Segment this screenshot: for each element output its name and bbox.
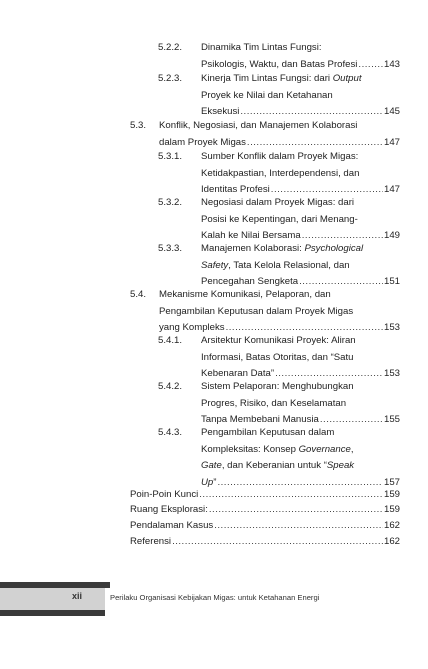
entry-title-line: yang Kompleks ..... 153	[159, 320, 400, 337]
entry-title-line: Poin-Poin Kunci ..... 159	[130, 487, 400, 504]
entry-number: 5.4.1.	[158, 335, 183, 346]
page-number: 159	[383, 504, 400, 515]
toc-entry	[158, 71, 400, 121]
toc-entry	[158, 333, 400, 383]
page-number: 162	[383, 520, 400, 531]
entry-number: 5.3.3.	[158, 243, 183, 254]
entry-title-line: Pengambilan Keputusan dalam	[201, 427, 335, 438]
page-number: 153	[383, 322, 400, 333]
entry-title-line: Pendalaman Kasus ..... 162	[130, 518, 400, 535]
entry-title-line: Manajemen Kolaborasi: Psychological	[201, 243, 364, 254]
entry-title-line: Eksekusi ..... 145	[201, 104, 400, 121]
entry-title-line: Informasi, Batas Otoritas, dan “Satu	[201, 351, 354, 363]
page-number: 143	[383, 58, 400, 70]
entry-title-line: Mekanisme Komunikasi, Pelaporan, dan	[159, 289, 331, 300]
entry-number: 5.4.3.	[158, 427, 183, 438]
entry-title-line: Safety, Tata Kelola Relasional, dan	[201, 259, 350, 271]
entry-title-line: Kompleksitas: Konsep Governance,	[201, 443, 354, 455]
toc-entry	[130, 534, 400, 551]
entry-title-line: Pengambilan Keputusan dalam Proyek Migas	[159, 305, 354, 317]
entry-title-line: Progres, Risiko, dan Keselamatan	[201, 397, 347, 409]
toc-entry	[130, 287, 400, 337]
entry-title-line: Identitas Profesi ..... 147	[201, 182, 400, 199]
toc-entry	[158, 425, 400, 491]
toc-entry	[158, 379, 400, 429]
page-number: 147	[383, 184, 400, 195]
entry-number: 5.2.3.	[158, 73, 183, 84]
entry-title-line: Ruang Eksplorasi: ..... 159	[130, 502, 400, 519]
page-number: 153	[383, 368, 400, 379]
entry-title-line: Referensi ..... 162	[130, 534, 400, 551]
toc-entry	[130, 502, 400, 519]
entry-title-line: Konflik, Negosiasi, dan Manajemen Kolaborasi	[159, 120, 358, 131]
entry-title-line: Proyek ke Nilai dan Ketahanan	[201, 89, 333, 101]
entry-title-line: Tanpa Membebani Manusia ..... 155	[201, 412, 400, 429]
entry-title-line: Up” ..... 157	[201, 475, 400, 492]
footer-book-title: Perilaku Organisasi Kebijakan Migas: untuk Ketahanan Energi	[110, 593, 320, 602]
entry-title-line: Posisi ke Kepentingan, dari Menang-	[201, 213, 358, 225]
page-number: 157	[383, 476, 400, 488]
entry-number: 5.2.2.	[158, 42, 183, 53]
entry-title-line: Ketidakpastian, Interdependensi, dan	[201, 167, 360, 179]
footer-tab	[0, 585, 105, 613]
toc-entry	[158, 195, 400, 245]
entry-title-line: dalam Proyek Migas ..... 147	[159, 135, 400, 152]
footer-stripe-top	[0, 582, 110, 588]
toc-entry	[158, 149, 400, 199]
entry-title-line: Pencegahan Sengketa ..... 151	[201, 274, 400, 291]
entry-title-line: Kalah ke Nilai Bersama ..... 149	[201, 228, 400, 245]
toc-entry	[130, 518, 400, 535]
toc-entry	[158, 40, 400, 73]
entry-title-line: Kinerja Tim Lintas Fungsi: dari Output	[201, 73, 362, 84]
page-number: 159	[383, 489, 400, 500]
page-footer	[0, 585, 428, 613]
toc-entry	[158, 241, 400, 291]
entry-title-line: Arsitektur Komunikasi Proyek: Aliran	[201, 335, 356, 346]
page-number: 151	[383, 276, 400, 287]
entry-title-line: Dinamika Tim Lintas Fungsi:	[201, 42, 322, 53]
page-number: 149	[383, 230, 400, 241]
page-number: 147	[383, 136, 400, 148]
entry-title-line: Sistem Pelaporan: Menghubungkan	[201, 381, 354, 392]
page-number: 155	[383, 414, 400, 425]
entry-number: 5.3.	[130, 120, 147, 131]
entry-number: 5.4.2.	[158, 381, 183, 392]
page-number: 162	[383, 536, 400, 547]
entry-title-line: Gate, dan Keberanian untuk “Speak	[201, 460, 355, 471]
entry-title-line: Psikologis, Waktu, dan Batas Profesi ..... 143	[201, 57, 400, 74]
page-number: 145	[383, 106, 400, 117]
entry-title-line: Negosiasi dalam Proyek Migas: dari	[201, 197, 355, 208]
entry-title-line: Kebenaran Data” ..... 153	[201, 366, 400, 383]
entry-number: 5.3.2.	[158, 197, 183, 208]
entry-number: 5.4.	[130, 289, 147, 300]
footer-page-number: xii	[72, 591, 83, 601]
entry-number: 5.3.1.	[158, 151, 183, 162]
footer-stripe-bottom	[0, 610, 105, 616]
entry-title-line: Sumber Konflik dalam Proyek Migas:	[201, 151, 359, 162]
toc-entry	[130, 118, 400, 151]
